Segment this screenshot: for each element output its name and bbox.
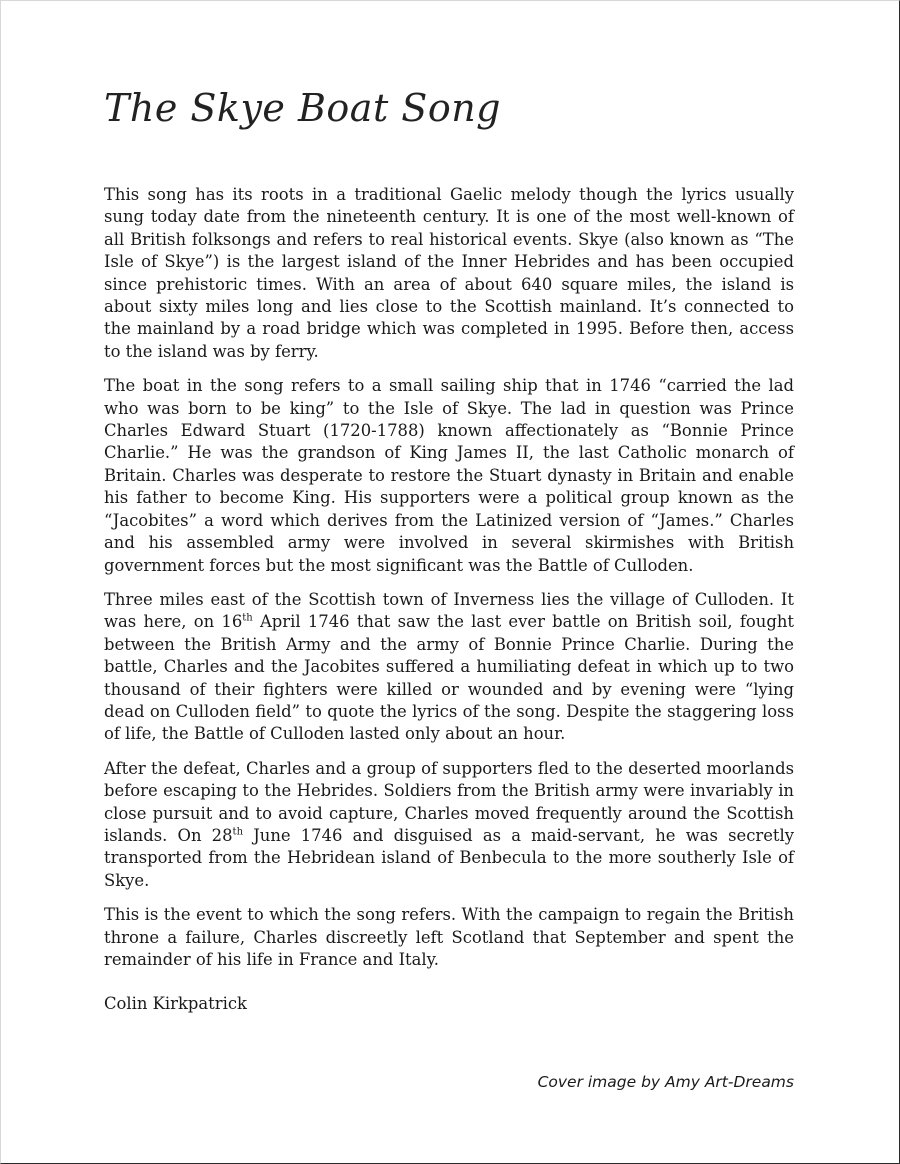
paragraph-escape — [104, 758, 794, 892]
paragraph-escape-part-2: June 1746 and disguised as a maid-servant, he was secretly transported from the Hebridean island of Benbecula to the more southerly Isle of Skye. — [104, 825, 794, 890]
cover-image-credit: Cover image by Amy Art-Dreams — [537, 1073, 794, 1091]
author-signature: Colin Kirkpatrick — [104, 994, 247, 1014]
paragraph-culloden-part-2: April 1746 that saw the last ever battle on British soil, fought between the British Army and the army of Bonnie Prince Charlie. During the battle, Charles and the Jacobites suffered a humiliating defeat in which up to two thousand of their fighters were killed or wounded and by evening were “lying dead on Culloden field” to quote the lyrics of the song. Despite the staggering loss of life, the Battle of Culloden lasted only about an hour. — [104, 612, 794, 744]
article-body — [104, 184, 794, 1028]
paragraph-culloden — [104, 589, 794, 746]
paragraph-culloden-part-1: Three miles east of the Scottish town of Inverness lies the village of Culloden. It was here, on 16 — [104, 589, 794, 632]
paragraph-event: This is the event to which the song refers. With the campaign to regain the British throne a failure, Charles discreetly left Scotland that September and spent the remainder of his life in France and Italy. — [104, 905, 794, 969]
ordinal-suffix: th — [232, 826, 244, 838]
paragraph-roots: This song has its roots in a traditional Gaelic melody though the lyrics usually sung today date from the nineteenth century. It is one of the most well-known of all British folksongs and refers to real historical events. Skye (also known as “The Isle of Skye”) is the largest island of the Inner Hebrides and has been occupied since prehistoric times. With an area of about 640 square miles, the island is about sixty miles long and lies close to the Scottish mainland. It’s connected to the mainland by a road bridge which was completed in 1995. Before then, access to the island was by ferry. — [104, 185, 794, 361]
ordinal-suffix: th — [242, 612, 253, 624]
paragraph-boat: The boat in the song refers to a small sailing ship that in 1746 “carried the lad who was born to be king” to the Isle of Skye. The lad in question was Prince Charles Edward Stuart (1720-1788) known affectionately as “Bonnie Prince Charlie.” He was the grandson of King James II, the last Catholic monarch of Britain. Charles was desperate to restore the Stuart dynasty in Britain and enable his father to become King. His supporters were a political group known as the “Jacobites” a word which derives from the Latinized version of “James.” Charles and his assembled army were involved in several skirmishes with British government forces but the most significant was the Battle of Culloden. — [104, 376, 794, 575]
page-title: The Skye Boat Song — [104, 86, 501, 130]
paragraph-escape-part-1: After the defeat, Charles and a group of supporters fled to the deserted moorlands before escaping to the Hebrides. Soldiers from the British army were invariably in close pursuit and to avoid capture, Charles moved frequently around the Scottish islands. On 28 — [104, 758, 794, 845]
